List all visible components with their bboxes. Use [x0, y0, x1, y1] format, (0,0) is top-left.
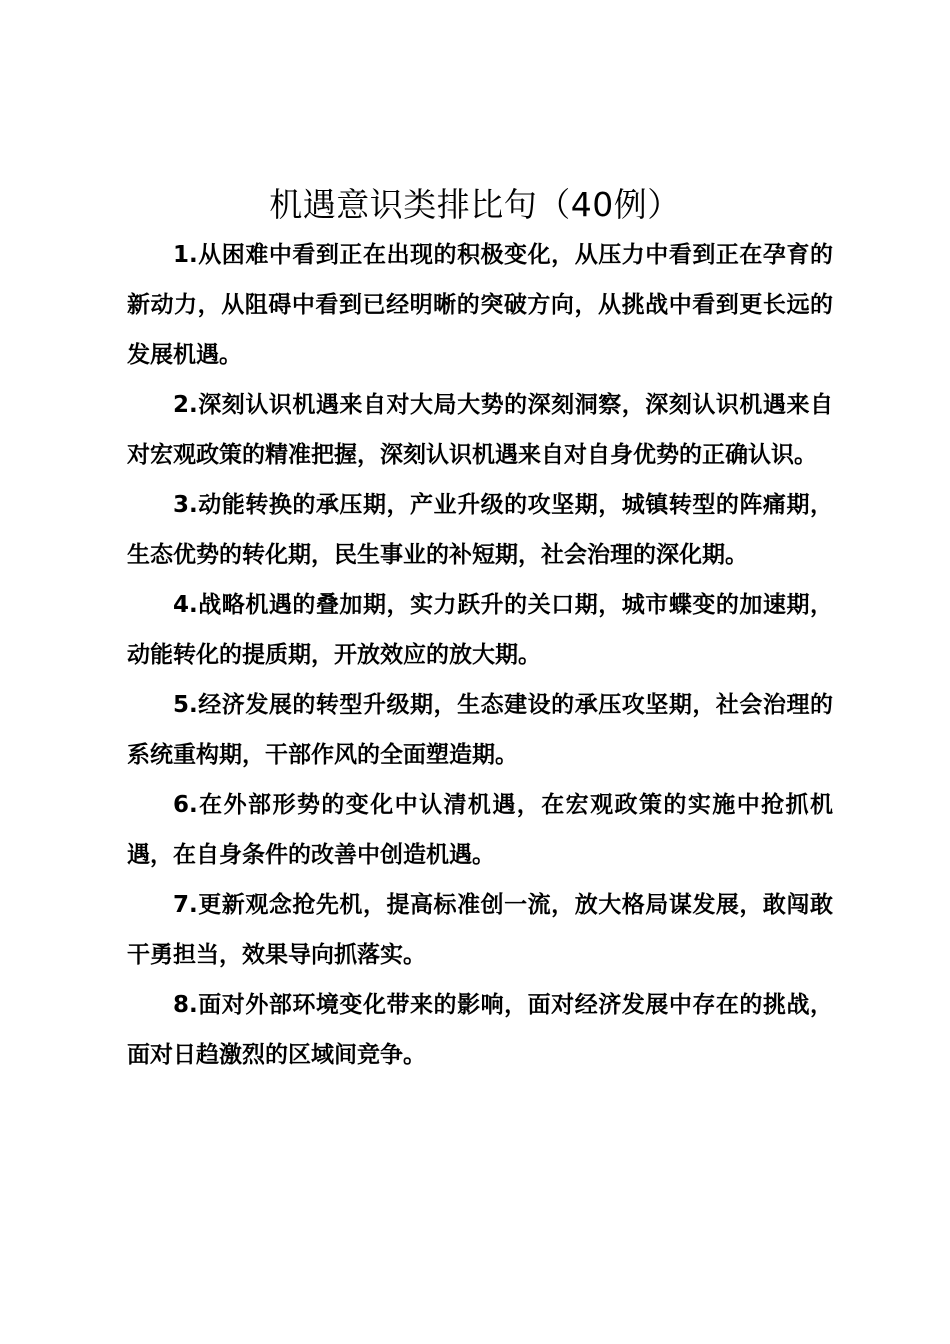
paragraph-7: 7.更新观念抢先机，提高标准创一流，放大格局谋发展，敢闯敢干勇担当，效果导向抓落实。	[127, 892, 833, 968]
paragraph-6: 6.在外部形势的变化中认清机遇，在宏观政策的实施中抢抓机遇，在自身条件的改善中创造机遇。	[127, 792, 833, 868]
document-body	[127, 230, 833, 1080]
paragraph-2: 2.深刻认识机遇来自对大局大势的深刻洞察，深刻认识机遇来自对宏观政策的精准把握，深刻认识机遇来自对自身优势的正确认识。	[127, 392, 833, 468]
paragraph-1: 1.从困难中看到正在出现的积极变化，从压力中看到正在孕育的新动力，从阻碍中看到已经明晰的突破方向，从挑战中看到更长远的发展机遇。	[127, 242, 833, 368]
paragraph-8: 8.面对外部环境变化带来的影响，面对经济发展中存在的挑战，面对日趋激烈的区域间竞争。	[127, 992, 833, 1068]
document-title: 机遇意识类排比句（40例）	[269, 185, 681, 224]
paragraph-5: 5.经济发展的转型升级期，生态建设的承压攻坚期，社会治理的系统重构期，干部作风的全面塑造期。	[127, 692, 833, 768]
paragraph-4: 4.战略机遇的叠加期，实力跃升的关口期，城市蝶变的加速期，动能转化的提质期，开放效应的放大期。	[127, 592, 833, 668]
paragraph-3: 3.动能转换的承压期，产业升级的攻坚期，城镇转型的阵痛期，生态优势的转化期，民生事业的补短期，社会治理的深化期。	[127, 492, 833, 568]
